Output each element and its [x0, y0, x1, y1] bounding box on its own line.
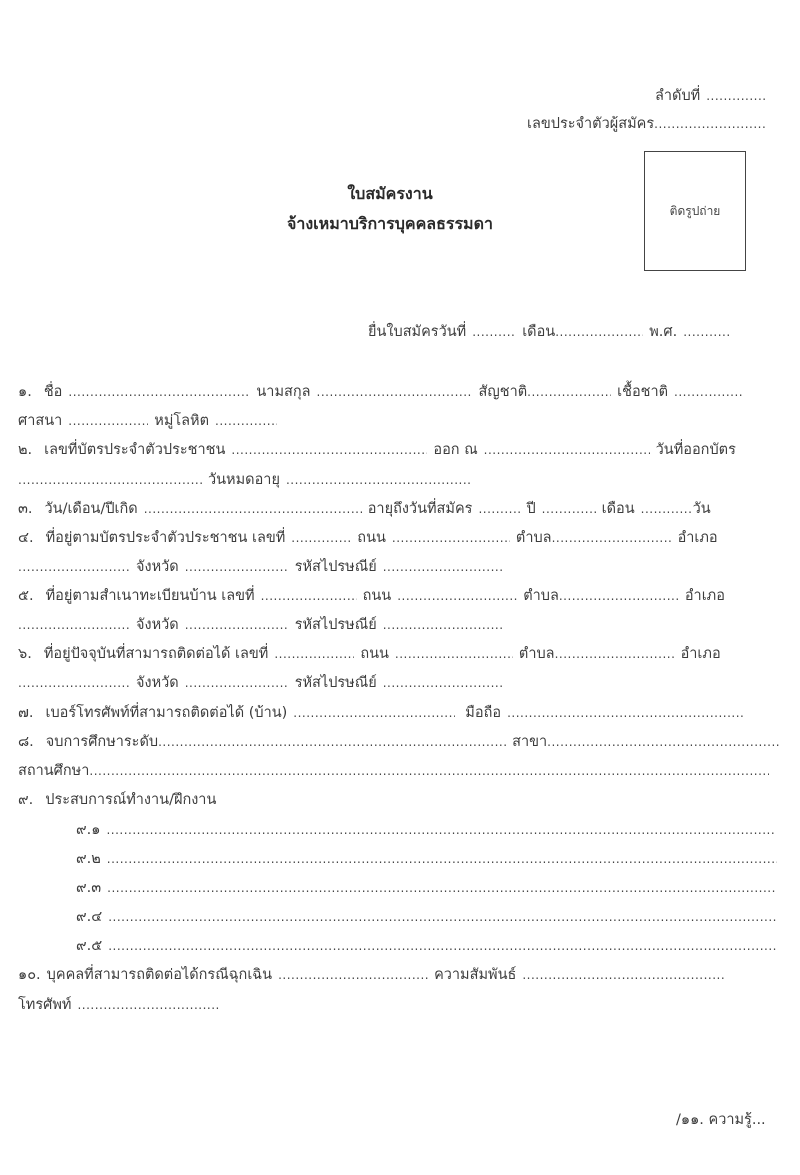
ethnicity-label: เชื้อชาติ — [617, 384, 669, 400]
subdistrict-input[interactable] — [555, 644, 675, 664]
experience-item-input[interactable] — [107, 849, 777, 869]
issue-date-label: วันที่ออกบัตร — [655, 442, 736, 458]
section-7-row — [18, 703, 743, 723]
issued-at-input[interactable] — [484, 440, 650, 460]
experience-item-number: ๙.๓ — [76, 880, 102, 896]
section-8-row-1 — [18, 732, 781, 752]
section-5-row-1 — [18, 586, 725, 606]
address-id-number-input[interactable] — [291, 528, 351, 548]
applicant-id-label: เลขประจำตัวผู้สมัคร — [527, 116, 655, 132]
submission-date-label: ยื่นใบสมัครวันที่ — [368, 324, 467, 340]
nationality-input[interactable] — [527, 382, 611, 402]
section-4-row-2 — [18, 557, 503, 577]
religion-label: ศาสนา — [18, 413, 63, 429]
address-current-label: ที่อยู่ปัจจุบันที่สามารถติดต่อได้ เลขที่ — [43, 646, 269, 662]
years-label: ปี — [526, 501, 536, 517]
education-level-label: จบการศึกษาระดับ — [45, 734, 159, 750]
province-label: จังหวัด — [136, 559, 179, 575]
postal-label: รหัสไปรษณีย์ — [294, 617, 377, 633]
address-house-number-input[interactable] — [261, 586, 357, 606]
expiry-date-label: วันหมดอายุ — [208, 472, 280, 488]
province-input[interactable] — [185, 673, 289, 693]
section-number: ๒. — [18, 442, 33, 458]
subdistrict-label: ตำบล — [518, 646, 555, 662]
subdistrict-input[interactable] — [559, 586, 679, 606]
section-1-row-2 — [18, 411, 277, 431]
phone-home-label: เบอร์โทรศัพท์ที่สามารถติดต่อได้ (บ้าน) — [45, 705, 288, 721]
form-subtitle: จ้างเหมาบริการบุคคลธรรมดา — [287, 214, 493, 233]
emergency-contact-input[interactable] — [278, 965, 428, 985]
photo-box-label: ติดรูปถ่าย — [669, 203, 721, 218]
address-house-label: ที่อยู่ตามสำเนาทะเบียนบ้าน เลขที่ — [45, 588, 255, 604]
months-label: เดือน — [601, 501, 635, 517]
experience-item-4 — [76, 907, 778, 927]
experience-item-1 — [76, 820, 776, 840]
section-10-row-2 — [18, 995, 219, 1015]
address-current-number-input[interactable] — [274, 644, 354, 664]
surname-label: นามสกุล — [256, 384, 311, 400]
phone-label: โทรศัพท์ — [18, 997, 72, 1013]
province-label: จังหวัด — [136, 675, 179, 691]
section-number: ๓. — [18, 501, 33, 517]
blood-type-label: หมู่โลหิต — [154, 413, 210, 429]
education-level-input[interactable] — [158, 732, 506, 752]
sequence-label: ลำดับที่ — [655, 88, 701, 104]
section-9-header — [18, 790, 216, 810]
institution-input[interactable] — [89, 761, 769, 781]
experience-item-input[interactable] — [108, 907, 778, 927]
days-label: วัน — [692, 501, 711, 517]
address-id-label: ที่อยู่ตามบัตรประจำตัวประชาชน เลขที่ — [45, 530, 286, 546]
id-card-input[interactable] — [231, 440, 427, 460]
section-number: ๑. — [18, 384, 32, 400]
expiry-date-input[interactable] — [286, 470, 470, 490]
section-6-row-2 — [18, 673, 503, 693]
relationship-label: ความสัมพันธ์ — [434, 967, 517, 983]
surname-input[interactable] — [317, 382, 473, 402]
sequence-input[interactable] — [706, 86, 766, 106]
section-number: ๖. — [18, 646, 32, 662]
institution-label: สถานศึกษา — [18, 763, 90, 779]
religion-input[interactable] — [68, 411, 148, 431]
section-number: ๔. — [18, 530, 34, 546]
experience-item-number: ๙.๕ — [76, 938, 103, 954]
section-4-row-1 — [18, 528, 718, 548]
submission-year-input[interactable] — [683, 322, 729, 342]
experience-item-number: ๙.๔ — [76, 909, 103, 925]
section-2-row-1 — [18, 440, 736, 460]
section-10-row-1 — [18, 965, 726, 985]
major-label: สาขา — [512, 734, 548, 750]
road-input[interactable] — [397, 586, 517, 606]
mobile-label: มือถือ — [465, 705, 502, 721]
id-card-label: เลขที่บัตรประจำตัวประชาชน — [44, 442, 226, 458]
birth-date-input[interactable] — [144, 499, 362, 519]
issue-date-input[interactable] — [18, 470, 202, 490]
mobile-input[interactable] — [507, 703, 743, 723]
age-months-input[interactable] — [542, 499, 596, 519]
section-5-row-2 — [18, 615, 503, 635]
province-label: จังหวัด — [136, 617, 179, 633]
subdistrict-label: ตำบล — [523, 588, 559, 604]
province-input[interactable] — [185, 615, 289, 635]
issued-at-label: ออก ณ — [433, 442, 478, 458]
applicant-id-field — [527, 114, 766, 134]
district-input[interactable] — [18, 615, 130, 635]
road-label: ถนน — [357, 530, 386, 546]
age-days-input[interactable] — [641, 499, 693, 519]
section-1-row-1 — [18, 382, 742, 402]
experience-item-number: ๙.๒ — [76, 851, 101, 867]
applicant-id-input[interactable] — [654, 114, 766, 134]
experience-item-input[interactable] — [106, 820, 776, 840]
experience-label: ประสบการณ์ทำงาน/ฝึกงาน — [45, 792, 217, 808]
name-label: ชื่อ — [43, 384, 63, 400]
name-input[interactable] — [68, 382, 250, 402]
submission-day-input[interactable] — [472, 322, 516, 342]
birth-date-label: วัน/เดือน/ปีเกิด — [44, 501, 138, 517]
submission-month-input[interactable] — [555, 322, 643, 342]
continued-label: /๑๑. ความรู้... — [676, 1112, 766, 1128]
section-6-row-1 — [18, 644, 721, 664]
road-label: ถนน — [360, 646, 389, 662]
road-input[interactable] — [392, 528, 510, 548]
submission-month-label: เดือน — [522, 324, 556, 340]
district-label: อำเภอ — [677, 530, 718, 546]
age-label: อายุถึงวันที่สมัคร — [367, 501, 473, 517]
emergency-contact-label: บุคคลที่สามารถติดต่อได้กรณีฉุกเฉิน — [46, 967, 273, 983]
relationship-input[interactable] — [522, 965, 726, 985]
section-8-row-2 — [18, 761, 769, 781]
sequence-field — [655, 86, 766, 106]
section-number: ๘. — [18, 734, 34, 750]
phone-input[interactable] — [77, 995, 219, 1015]
submission-year-label: พ.ศ. — [649, 324, 678, 340]
section-3-row — [18, 499, 711, 519]
major-input[interactable] — [547, 732, 781, 752]
district-input[interactable] — [18, 673, 130, 693]
experience-item-3 — [76, 878, 777, 898]
age-years-input[interactable] — [478, 499, 520, 519]
submission-date-row — [368, 322, 729, 342]
experience-item-2 — [76, 849, 777, 869]
section-number: ๙. — [18, 792, 34, 808]
postal-label: รหัสไปรษณีย์ — [294, 559, 377, 575]
district-label: อำเภอ — [684, 588, 725, 604]
nationality-label: สัญชาติ — [478, 384, 528, 400]
ethnicity-input[interactable] — [674, 382, 742, 402]
blood-type-input[interactable] — [215, 411, 277, 431]
postal-input[interactable] — [383, 557, 503, 577]
section-2-row-2 — [18, 470, 470, 490]
section-number: ๕. — [18, 588, 34, 604]
section-number: ๗. — [18, 705, 34, 721]
road-input[interactable] — [395, 644, 513, 664]
form-title: ใบสมัครงาน — [347, 184, 433, 203]
experience-item-number: ๙.๑ — [76, 822, 101, 838]
experience-item-input[interactable] — [108, 936, 778, 956]
district-input[interactable] — [18, 557, 130, 577]
photo-box[interactable] — [644, 151, 746, 271]
experience-item-5 — [76, 936, 778, 956]
subdistrict-input[interactable] — [552, 528, 672, 548]
postal-label: รหัสไปรษณีย์ — [294, 675, 377, 691]
road-label: ถนน — [362, 588, 392, 604]
continued-note — [676, 1110, 766, 1130]
experience-item-input[interactable] — [107, 878, 777, 898]
district-label: อำเภอ — [680, 646, 721, 662]
phone-home-input[interactable] — [293, 703, 455, 723]
subdistrict-label: ตำบล — [515, 530, 552, 546]
postal-input[interactable] — [383, 673, 503, 693]
province-input[interactable] — [185, 557, 289, 577]
postal-input[interactable] — [383, 615, 503, 635]
section-number: ๑๐. — [18, 967, 41, 983]
